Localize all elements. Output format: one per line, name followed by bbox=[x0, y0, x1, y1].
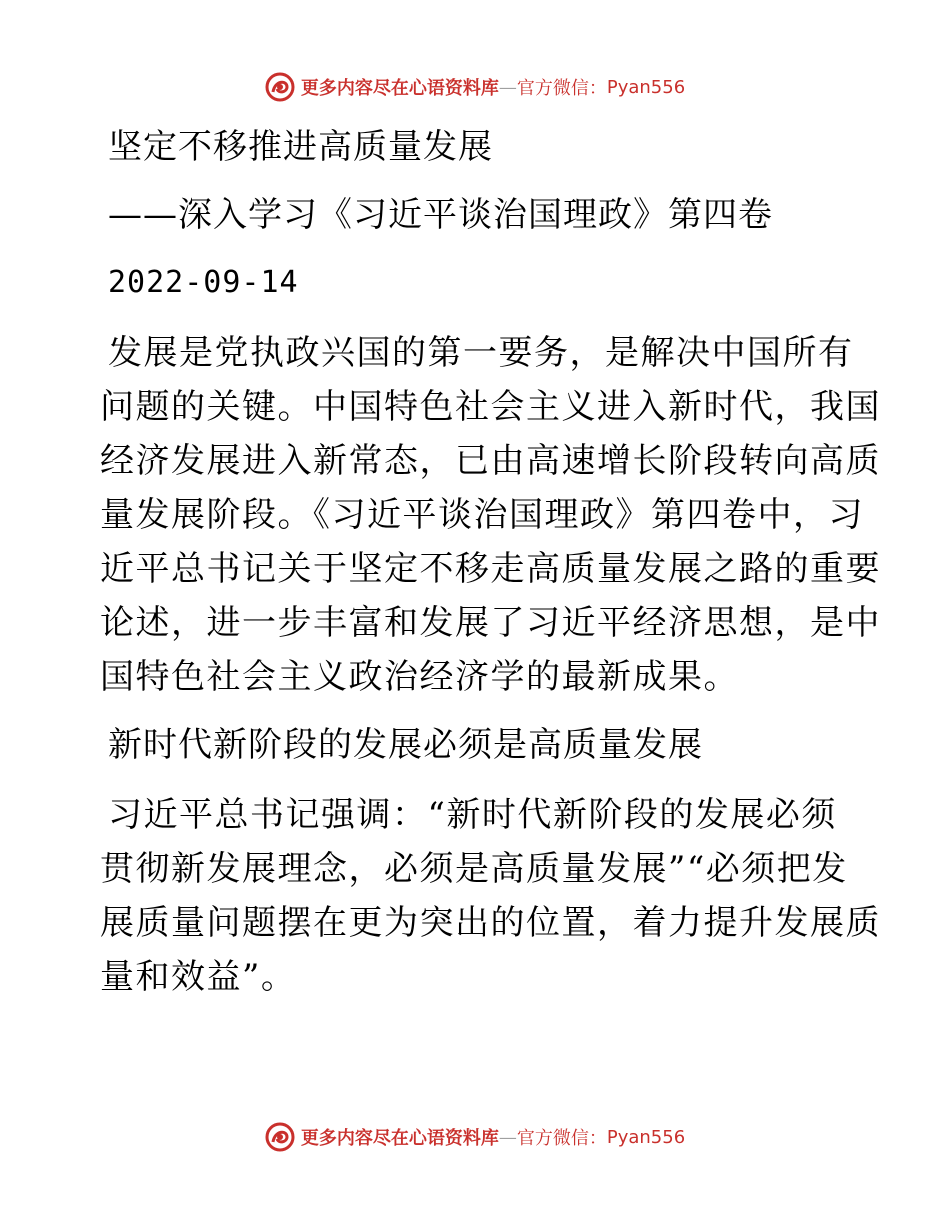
paragraph-line: 经济发展进入新常态，已由高速增长阶段转向高质 bbox=[100, 441, 881, 481]
watermark-separator: — bbox=[498, 1126, 517, 1148]
swirl-logo-icon bbox=[265, 72, 295, 102]
article-subtitle: ——深入学习《习近平谈治国理政》第四卷 bbox=[108, 195, 773, 235]
watermark-wechat-id: Pyan556 bbox=[606, 76, 686, 98]
paragraph-line: 量发展阶段。《习近平谈治国理政》第四卷中，习 bbox=[100, 495, 864, 535]
watermark-separator: — bbox=[498, 76, 517, 98]
article-body bbox=[100, 120, 881, 1004]
paragraph-intro bbox=[100, 326, 881, 704]
article-date: 2022-09-14 bbox=[108, 265, 299, 300]
paragraph-line: 近平总书记关于坚定不移走高质量发展之路的重要 bbox=[100, 549, 881, 589]
watermark-site-text: 更多内容尽在心语资料库 bbox=[300, 78, 499, 99]
paragraph-quote bbox=[100, 788, 881, 1004]
watermark-wechat-id: Pyan556 bbox=[606, 1126, 686, 1148]
swirl-logo-icon bbox=[265, 1122, 295, 1152]
paragraph-line: 问题的关键。中国特色社会主义进入新时代，我国 bbox=[100, 387, 881, 427]
paragraph-line: 量和效益”。 bbox=[100, 957, 297, 997]
watermark-header bbox=[0, 72, 950, 102]
paragraph-line: 发展是党执政兴国的第一要务，是解决中国所有 bbox=[108, 333, 854, 373]
section-heading: 新时代新阶段的发展必须是高质量发展 bbox=[108, 725, 703, 765]
paragraph-line: 论述，进一步丰富和发展了习近平经济思想，是中 bbox=[100, 603, 881, 643]
paragraph-line: 国特色社会主义政治经济学的最新成果。 bbox=[100, 657, 739, 697]
paragraph-line: 贯彻新发展理念，必须是高质量发展”“必须把发 bbox=[100, 849, 848, 889]
watermark-wechat-label: 官方微信： bbox=[516, 1128, 607, 1149]
watermark-wechat-label: 官方微信： bbox=[516, 78, 607, 99]
article-title: 坚定不移推进高质量发展 bbox=[108, 127, 493, 167]
watermark-footer bbox=[0, 1122, 950, 1152]
paragraph-line: 习近平总书记强调：“新时代新阶段的发展必须 bbox=[108, 795, 837, 835]
watermark-site-text: 更多内容尽在心语资料库 bbox=[300, 1128, 499, 1149]
paragraph-line: 展质量问题摆在更为突出的位置，着力提升发展质 bbox=[100, 903, 881, 943]
